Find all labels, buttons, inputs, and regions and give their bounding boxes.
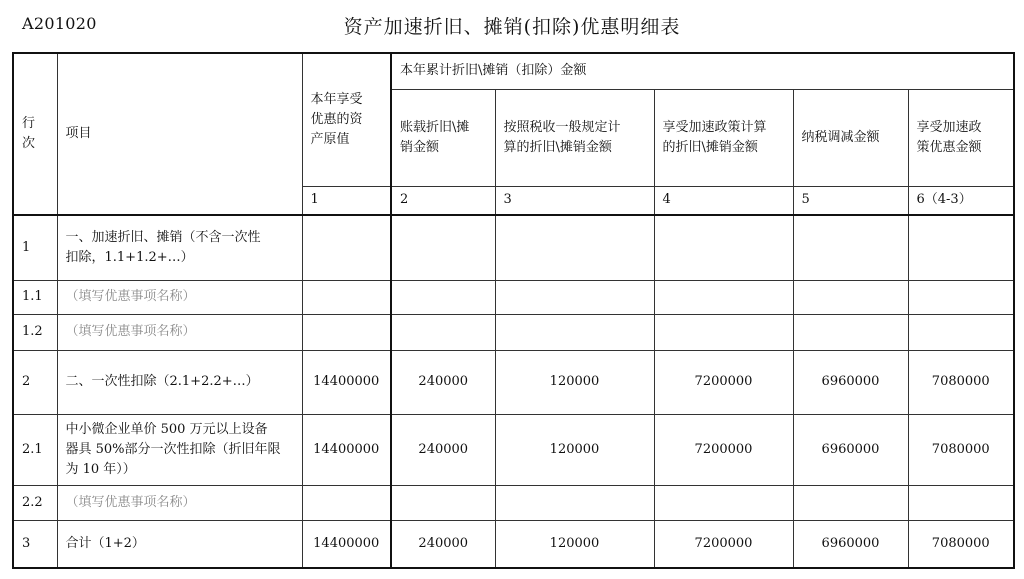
value-cell xyxy=(302,485,391,520)
row-number: 1 xyxy=(13,215,57,280)
col-number: 6（4-3） xyxy=(908,186,1014,215)
table-row xyxy=(13,520,1014,568)
row-item-label: 一、加速折旧、摊销（不含一次性 扣除，1.1+1.2+…） xyxy=(57,215,302,280)
value-cell: 14400000 xyxy=(302,350,391,414)
value-cell: 7200000 xyxy=(654,414,793,485)
value-cell xyxy=(495,314,654,350)
value-cell: 6960000 xyxy=(793,520,908,568)
table-row xyxy=(13,350,1014,414)
value-cell xyxy=(495,280,654,314)
value-cell xyxy=(495,485,654,520)
header-original-value: 本年享受 优惠的资 产原值 xyxy=(302,53,391,186)
value-cell: 7080000 xyxy=(908,414,1014,485)
row-number: 1.1 xyxy=(13,280,57,314)
value-cell xyxy=(908,280,1014,314)
value-cell: 7080000 xyxy=(908,350,1014,414)
header-benefit: 享受加速政 策优惠金额 xyxy=(908,89,1014,186)
row-item-label: 合计（1+2） xyxy=(57,520,302,568)
table-row xyxy=(13,280,1014,314)
value-cell xyxy=(793,314,908,350)
col-number: 1 xyxy=(302,186,391,215)
value-cell xyxy=(908,314,1014,350)
col-number: 3 xyxy=(495,186,654,215)
form-code: A201020 xyxy=(22,14,97,33)
value-cell xyxy=(654,280,793,314)
value-cell: 120000 xyxy=(495,520,654,568)
col-number: 5 xyxy=(793,186,908,215)
value-cell xyxy=(302,314,391,350)
value-cell xyxy=(654,314,793,350)
value-cell xyxy=(302,215,391,280)
value-cell xyxy=(654,215,793,280)
row-number: 2.1 xyxy=(13,414,57,485)
benefit-detail-table xyxy=(12,52,1015,569)
header-item: 项目 xyxy=(57,53,302,215)
value-cell: 7200000 xyxy=(654,350,793,414)
header-row-no: 行 次 xyxy=(13,53,57,215)
value-cell: 120000 xyxy=(495,414,654,485)
row-item-placeholder: （填写优惠事项名称） xyxy=(57,280,302,314)
table-row xyxy=(13,414,1014,485)
value-cell xyxy=(391,314,495,350)
row-number: 3 xyxy=(13,520,57,568)
col-number: 4 xyxy=(654,186,793,215)
row-item-label: 中小微企业单价 500 万元以上设备 器具 50%部分一次性扣除（折旧年限 为 10 年）） xyxy=(57,414,302,485)
row-number: 2.2 xyxy=(13,485,57,520)
value-cell xyxy=(391,485,495,520)
value-cell: 120000 xyxy=(495,350,654,414)
value-cell xyxy=(391,215,495,280)
value-cell: 240000 xyxy=(391,414,495,485)
value-cell xyxy=(391,280,495,314)
row-item-placeholder: （填写优惠事项名称） xyxy=(57,314,302,350)
value-cell: 240000 xyxy=(391,350,495,414)
value-cell: 6960000 xyxy=(793,414,908,485)
value-cell xyxy=(302,280,391,314)
row-number: 2 xyxy=(13,350,57,414)
value-cell xyxy=(793,280,908,314)
value-cell: 7200000 xyxy=(654,520,793,568)
value-cell: 240000 xyxy=(391,520,495,568)
value-cell xyxy=(495,215,654,280)
header-tax-general: 按照税收一般规定计 算的折旧\摊销金额 xyxy=(495,89,654,186)
value-cell xyxy=(908,215,1014,280)
form-title: 资产加速折旧、摊销(扣除)优惠明细表 xyxy=(343,16,681,38)
value-cell xyxy=(793,485,908,520)
table-row xyxy=(13,215,1014,280)
header-book-amount: 账载折旧\摊 销金额 xyxy=(391,89,495,186)
value-cell: 14400000 xyxy=(302,414,391,485)
value-cell xyxy=(908,485,1014,520)
row-number: 1.2 xyxy=(13,314,57,350)
table-row xyxy=(13,485,1014,520)
col-number: 2 xyxy=(391,186,495,215)
row-item-label: 二、一次性扣除（2.1+2.2+…） xyxy=(57,350,302,414)
header-cumulative-group: 本年累计折旧\摊销（扣除）金额 xyxy=(391,53,1014,89)
table-row xyxy=(13,314,1014,350)
value-cell xyxy=(793,215,908,280)
header-accelerated: 享受加速政策计算 的折旧\摊销金额 xyxy=(654,89,793,186)
value-cell: 14400000 xyxy=(302,520,391,568)
header-row-1 xyxy=(13,53,1014,89)
value-cell: 6960000 xyxy=(793,350,908,414)
value-cell xyxy=(654,485,793,520)
value-cell: 7080000 xyxy=(908,520,1014,568)
row-item-placeholder: （填写优惠事项名称） xyxy=(57,485,302,520)
header-tax-adjust: 纳税调减金额 xyxy=(793,89,908,186)
